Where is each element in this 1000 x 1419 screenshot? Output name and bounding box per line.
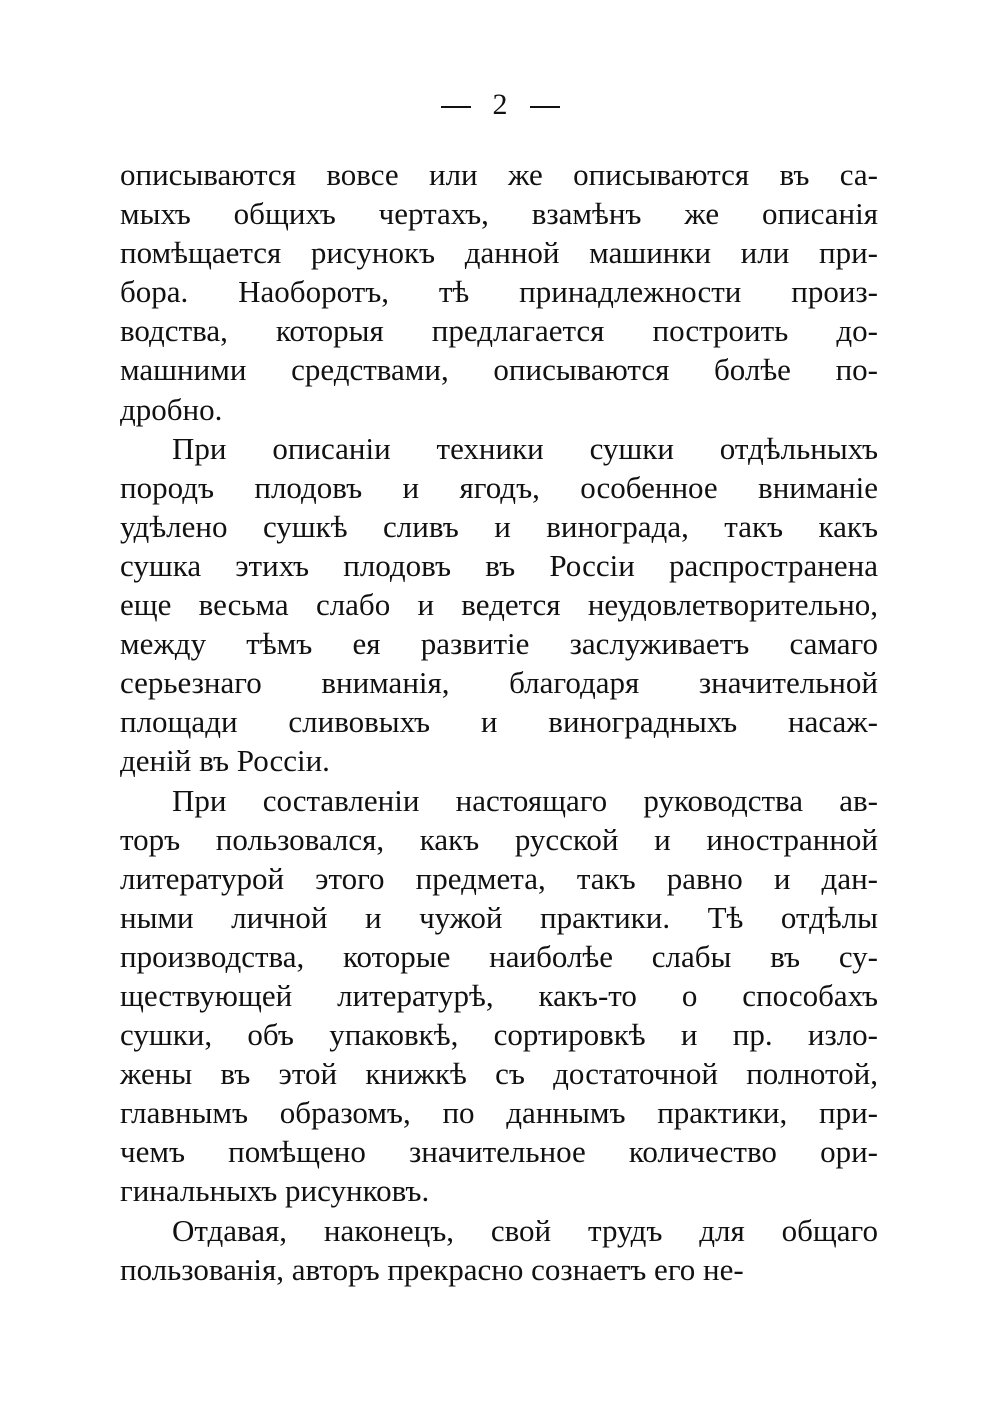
text-line: ными личной и чужой практики. Тѣ отдѣлы	[120, 899, 878, 935]
text-line: ществующей литературѣ, какъ-то о способахъ	[120, 977, 878, 1013]
text-line: породъ плодовъ и ягодъ, особенное вниманіе	[120, 469, 878, 505]
text-line: торъ пользовался, какъ русской и иностранной	[120, 821, 878, 857]
page-number-dash-right	[530, 106, 560, 108]
text-line: серьезнаго вниманія, благодаря значительной	[120, 665, 878, 701]
text-line: главнымъ образомъ, по даннымъ практики, при-	[120, 1095, 878, 1131]
text-line: жены въ этой книжкѣ съ достаточной полнотой,	[120, 1056, 878, 1092]
text-line: При составленіи настоящаго руководства ав-	[172, 782, 878, 818]
text-line: производства, которые наиболѣе слабы въ су-	[120, 938, 878, 974]
paragraph	[120, 155, 878, 429]
text-line: между тѣмъ ея развитіе заслуживаетъ самаго	[120, 626, 878, 662]
paragraph	[120, 781, 878, 1211]
text-line: Отдавая, наконецъ, свой трудъ для общаго	[172, 1212, 878, 1248]
text-line: машними средствами, описываются болѣе по-	[120, 352, 878, 388]
text-line: деній въ Россіи.	[120, 743, 330, 779]
page-number	[0, 88, 1000, 122]
text-line: водства, которыя предлагается построить до-	[120, 313, 878, 349]
paragraph	[120, 429, 878, 781]
text-line: удѣлено сушкѣ сливъ и винограда, такъ какъ	[120, 508, 878, 544]
text-line: литературой этого предмета, такъ равно и дан-	[120, 860, 878, 896]
text-line: бора. Наоборотъ, тѣ принадлежности произ-	[120, 274, 878, 310]
text-line: дробно.	[120, 391, 223, 427]
text-line: чемъ помѣщено значительное количество ори-	[120, 1134, 878, 1170]
page-number-dash-left	[441, 106, 471, 108]
text-line: пользованія, авторъ прекрасно сознаетъ его не-	[120, 1251, 744, 1287]
page-number-value: 2	[492, 88, 508, 121]
text-line: При описаніи техники сушки отдѣльныхъ	[172, 430, 878, 466]
text-line: еще весьма слабо и ведется неудовлетворительно,	[120, 587, 878, 623]
body-text	[120, 155, 878, 1289]
text-line: гинальныхъ рисунковъ.	[120, 1173, 430, 1209]
text-line: мыхъ общихъ чертахъ, взамѣнъ же описанія	[120, 196, 878, 232]
text-line: помѣщается рисунокъ данной машинки или при-	[120, 235, 878, 271]
text-line: сушка этихъ плодовъ въ Россіи распространена	[120, 547, 878, 583]
text-line: площади сливовыхъ и виноградныхъ насаж-	[120, 704, 878, 740]
text-line: описываются вовсе или же описываются въ са-	[120, 157, 878, 192]
text-line: сушки, объ упаковкѣ, сортировкѣ и пр. изло-	[120, 1017, 878, 1053]
paragraph	[120, 1211, 878, 1289]
